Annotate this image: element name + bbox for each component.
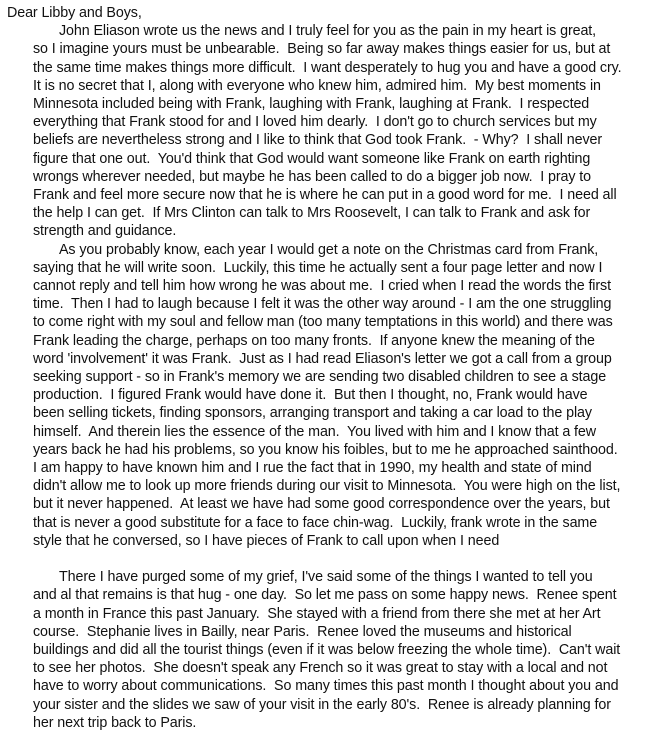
text-line: everything that Frank stood for and I loved him dearly. I don't go to church services but my [33,114,597,131]
text-line: himself. And therein lies the essence of the man. You lived with him and I know that a few [33,423,597,440]
text-line: figure that one out. You'd think that God would want someone like Frank on earth righting [33,150,591,167]
text-line: have to worry about communications. So many times this past month I thought about you and [33,678,619,695]
salutation: Dear Libby and Boys, [7,5,142,21]
text-line: There I have purged some of my grief, I've said some of the things I wanted to tell you [59,569,593,586]
letter-page [7,4,663,732]
text-line: and al that remains is that hug - one day. So let me pass on some happy news. Renee spent [33,587,617,604]
text-line: wrongs wherever needed, but maybe he has been called to do a bigger job now. I pray to [33,168,591,185]
text-line: a month in France this past January. She stayed with a friend from there she met at her Art [33,605,601,622]
text-line: I am happy to have known him and I rue the fact that in 1990, my health and state of mind [33,460,592,477]
text-line: saying that he will write soon. Luckily, this time he actually sent a four page letter and now I [33,259,603,276]
text-line: word 'involvement' it was Frank. Just as I had read Eliason's letter we got a call from a group [33,350,612,367]
text-line: to see her photos. She doesn't speak any French so it was great to stay with a local and not [33,660,608,677]
text-line: strength and guidance. [33,223,177,240]
text-line: John Eliason wrote us the news and I truly feel for you as the pain in my heart is great, [59,23,597,40]
text-line: that is never a good substitute for a face to face chin-wag. Luckily, frank wrote in the same [33,514,598,531]
text-line: the same time makes things more difficult. I want desperately to hug you and have a good cry. [33,59,622,76]
text-line: didn't allow me to look up more friends during our visit to Minnesota. You were high on the list, [33,478,621,495]
text-line: As you probably know, each year I would get a note on the Christmas card from Frank, [59,241,599,258]
paragraph-gap [7,550,663,568]
text-line: cannot reply and tell him how wrong he was about me. I cried when I read the words the first [33,278,611,295]
text-line: It is no secret that I, along with everyone who knew him, admired him. My best moments in [33,77,601,94]
text-line: Minnesota included being with Frank, laughing with Frank, laughing at Frank. I respected [33,96,590,113]
text-line: course. Stephanie lives in Bailly, near Paris. Renee loved the museums and historical [33,623,572,640]
text-line: years back he had his problems, so you know his foibles, but to me he approached sainthood. [33,441,618,458]
text-line: Frank leading the charge, perhaps on too many fronts. If anyone knew the meaning of the [33,332,595,349]
text-line: been selling tickets, finding sponsors, arranging transport and taking a car load to the play [33,405,592,422]
text-line: Frank and feel more secure now that he is where he can put in a good word for me. I need all [33,187,617,204]
paragraph-3 [7,568,663,732]
text-line: so I imagine yours must be unbearable. Being so far away makes things easier for us, but at [33,41,611,58]
text-line: her next trip back to Paris. [33,714,197,731]
text-line: beliefs are nevertheless strong and I like to think that God took Frank. - Why? I shall never [33,132,603,149]
paragraph-1 [7,22,663,240]
text-line: seeking support - so in Frank's memory we are sending two disabled children to see a stage [33,369,607,386]
text-line: buildings and did all the tourist things (even if it was below freezing the whole time). Can't wait [33,641,621,658]
text-line: the help I can get. If Mrs Clinton can talk to Mrs Roosevelt, I can talk to Frank and ask for [33,205,591,222]
text-line: style that he conversed, so I have pieces of Frank to call upon when I need [33,532,500,549]
text-line: your sister and the slides we saw of your visit in the early 80's. Renee is already planning for [33,696,611,713]
paragraph-2 [7,241,663,550]
text-line: to come right with my soul and fellow man (too many temptations in this world) and there was [33,314,613,331]
text-line: time. Then I had to laugh because I felt it was the other way around - I am the one struggling [33,296,612,313]
text-line: production. I figured Frank would have done it. But then I thought, no, Frank would have [33,387,588,404]
text-line: but it never happened. At least we have had some good correspondence over the years, but [33,496,610,513]
